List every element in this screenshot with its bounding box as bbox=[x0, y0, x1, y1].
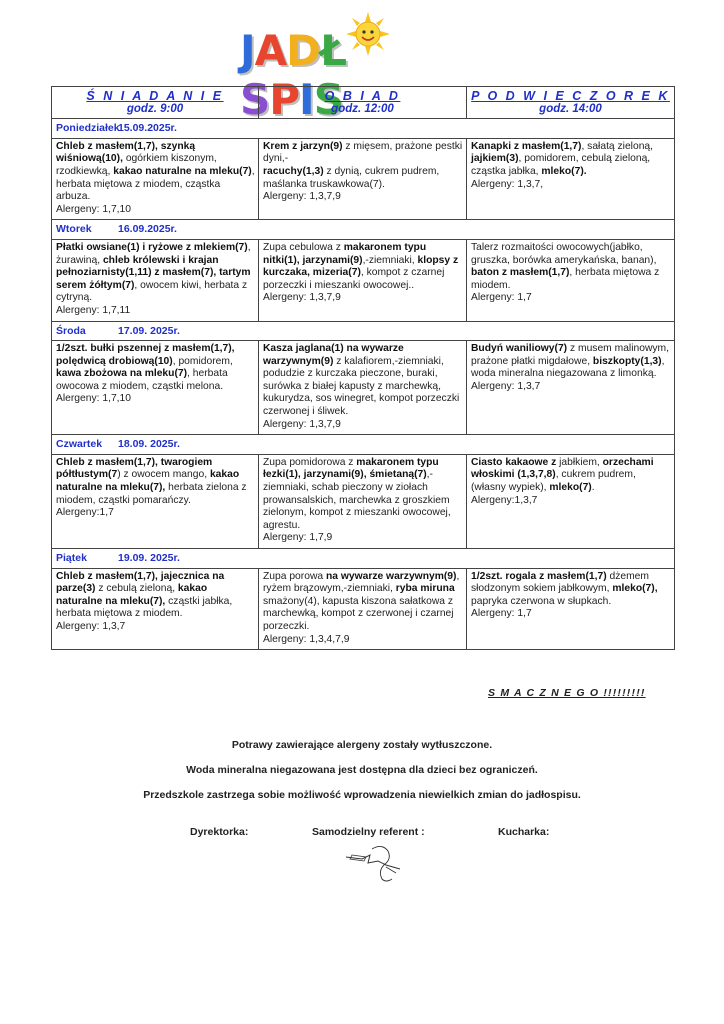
allergen-item-text: racuchy(1,3) bbox=[263, 165, 324, 177]
meal-text: Alergeny: 1,7 bbox=[471, 292, 532, 304]
meal-text: z mięsem, prażone pestki dyni,- bbox=[263, 140, 463, 165]
meal-text: , kompot z czarnej porzeczki i mieszanki owocowej.. bbox=[263, 267, 445, 291]
allergen-item-text: biszkopty(1,3) bbox=[592, 355, 662, 367]
allergen-item-text: Budyń waniliowy(7) bbox=[471, 343, 568, 355]
meal-text: . bbox=[591, 482, 595, 494]
meal-cell-lunch bbox=[259, 138, 467, 220]
meal-cell-lunch bbox=[259, 239, 467, 321]
allergen-item-text: chleb królewski i krajan pełnoziarnisty(1,11) z masłem(7), tartym serem żółtym(7) bbox=[56, 254, 251, 291]
day-label bbox=[52, 435, 675, 455]
meal-cell-lunch bbox=[259, 341, 467, 435]
meal-text: Talerz rozmaitości owocowych(jabłko, gruszka, borówka amerykańska, banan), bbox=[471, 241, 657, 266]
meal-cell-lunch bbox=[259, 454, 467, 548]
meal-text: Alergeny: 1,3,7,9 bbox=[263, 191, 341, 203]
meal-cell-breakfast bbox=[52, 341, 259, 435]
signature-director: Dyrektorka: bbox=[190, 826, 249, 838]
day-name: Wtorek bbox=[56, 223, 92, 236]
meal-cell-snack bbox=[467, 239, 675, 321]
meal-text: herbata zielona z miodem, cząstki pomarańczy. bbox=[56, 482, 247, 506]
meal-text: , pomidorem, bbox=[172, 355, 233, 367]
allergen-item-text: Krem z jarzyn(9) bbox=[263, 140, 343, 152]
meal-cell-snack bbox=[467, 341, 675, 435]
meal-text: Alergeny: 1,3,4,7,9 bbox=[263, 633, 350, 645]
allergen-item-text: jajkiem(3) bbox=[471, 153, 519, 165]
meal-text: , woda mineralna niegazowana z limonką. bbox=[471, 355, 665, 380]
meal-row bbox=[52, 568, 675, 650]
day-header-row bbox=[52, 321, 675, 341]
meal-text: ,-ziemniaki, schab pieczony w ziołach prowansalskich, marchewka z groszkiem zielonym, kompot z mieszanki owocowej, agrestu. bbox=[263, 469, 451, 531]
allergen-item-text: Ciasto kakaowe z bbox=[471, 456, 557, 468]
logo-text: JADŁSPIS bbox=[240, 26, 346, 124]
allergen-item-text: mleko(7) bbox=[549, 482, 592, 494]
day-header-row bbox=[52, 435, 675, 455]
day-label bbox=[52, 321, 675, 341]
meal-cell-breakfast bbox=[52, 239, 259, 321]
day-header-row bbox=[52, 220, 675, 240]
allergen-item-text: kawa zbożowa na mleku(7) bbox=[56, 368, 188, 380]
day-name: Czwartek bbox=[56, 438, 103, 451]
meal-text: dżemem słodzonym sokiem jabłkowym, bbox=[471, 570, 649, 595]
allergen-item-text: 1/2szt. bułki pszennej z masłem(1,7), polędwicą drobiową(10) bbox=[56, 343, 235, 367]
allergen-item-text: makaronem typu nitki(1), jarzynami(9) bbox=[263, 241, 427, 266]
allergen-item-text: Kasza jaglana(1) na wywarze warzywnym(9) bbox=[263, 343, 404, 367]
allergen-note: Potrawy zawierające alergeny zostały wytłuszczone. bbox=[231, 739, 493, 751]
header-row bbox=[52, 87, 675, 119]
meal-text: , herbata owocowa z miodem, cząstki melona. bbox=[56, 368, 228, 392]
meal-text: Alergeny:1,3,7 bbox=[471, 494, 538, 506]
meal-text: Zupa pomidorowa z bbox=[263, 456, 357, 468]
meal-text: , ryżem brązowym,-ziemniaki, bbox=[263, 570, 460, 595]
meal-row bbox=[52, 239, 675, 321]
meal-text: z dynią, cukrem pudrem, maślanka truskawkowa(7). bbox=[263, 165, 440, 190]
allergen-item-text: mleko(7), bbox=[612, 583, 658, 595]
meal-text: , sałatą zieloną, bbox=[581, 140, 654, 152]
meal-text: Alergeny: 1,3,7,9 bbox=[263, 292, 341, 304]
day-label bbox=[52, 549, 675, 569]
meal-text: cząstki jabłka, herbata miętowa z miodem. bbox=[56, 595, 233, 620]
meal-cell-breakfast bbox=[52, 568, 259, 650]
meal-text: Alergeny: 1,3,7 bbox=[471, 380, 541, 392]
meal-row bbox=[52, 341, 675, 435]
meal-text: ) z owocem mango, bbox=[117, 469, 210, 481]
meal-text: Alergeny: 1,7,9 bbox=[263, 532, 333, 544]
header-lunch: O B I A D godz. 12:00 bbox=[259, 87, 467, 119]
meal-cell-breakfast bbox=[52, 454, 259, 548]
allergen-item-text: kakao naturalne na mleku(7), bbox=[56, 583, 208, 607]
meal-text: Alergeny: 1,3,7,9 bbox=[263, 418, 341, 430]
meal-cell-lunch bbox=[259, 568, 467, 650]
meal-text: ,-ziemniaki, bbox=[362, 254, 418, 266]
changes-note: Przedszkole zastrzega sobie możliwość wprowadzenia niewielkich zmian do jadłospisu. bbox=[143, 789, 581, 801]
meal-cell-snack bbox=[467, 454, 675, 548]
meal-text: papryka czerwona w słupkach. bbox=[471, 595, 612, 607]
meal-text: , herbata miętowa z miodem, cząstka arbuza. bbox=[56, 165, 255, 203]
allergen-item-text: klopsy z kurczaka, mizeria(7) bbox=[263, 254, 459, 279]
day-date: 15.09.2025r. bbox=[118, 122, 177, 135]
signature-cook: Kucharka: bbox=[498, 826, 550, 838]
water-note: Woda mineralna niegazowana jest dostępna dla dzieci bez ograniczeń. bbox=[186, 764, 538, 776]
menu-table bbox=[51, 86, 675, 650]
meal-text: Zupa cebulowa z bbox=[263, 241, 344, 253]
meal-text: , owocem kiwi, herbata z cytryną. bbox=[56, 279, 248, 304]
meal-cell-snack bbox=[467, 138, 675, 220]
day-date: 18.09. 2025r. bbox=[118, 438, 180, 451]
meal-text: smażony(4), kapusta kiszona sałatkowa z marchewką, kompot z czerwonej i czarnej porzeczki. bbox=[263, 595, 454, 632]
meal-text: Zupa porowa bbox=[263, 570, 326, 582]
handwritten-signature bbox=[342, 843, 404, 885]
allergen-item-text: Chleb z masłem(1,7), jajecznica na parze(3) bbox=[56, 570, 225, 595]
meal-text: ogórkiem kiszonym, rzodkiewką, bbox=[56, 153, 217, 177]
meal-text: z musem malinowym, prażone płatki migdałowe, bbox=[471, 343, 669, 367]
allergen-item-text: kakao naturalne na mleku(7) bbox=[113, 165, 252, 177]
allergen-item-text: Kanapki z masłem(1,7) bbox=[471, 140, 582, 152]
meal-text: , cukrem pudrem, (własny wypiek), bbox=[471, 469, 636, 494]
meal-text: , pomidorem, cebulą zieloną, cząstka jabłka, bbox=[471, 153, 651, 177]
day-label bbox=[52, 220, 675, 240]
allergen-item-text: makaronem typu łezki(1), jarzynami(9), śmietaną(7) bbox=[263, 456, 439, 481]
meal-text: Alergeny: 1,7,10 bbox=[56, 203, 131, 215]
allergen-item-text: na wywarze warzywnym(9) bbox=[325, 570, 457, 582]
sun-icon bbox=[346, 12, 390, 56]
day-name: Środa bbox=[56, 324, 86, 337]
meal-text: Alergeny: 1,7,10 bbox=[56, 393, 131, 405]
meal-text: z cebulą zieloną, bbox=[95, 583, 178, 595]
allergen-item-text: kakao naturalne na mleku(7), bbox=[56, 469, 240, 494]
meal-text: Alergeny: 1,7,11 bbox=[56, 304, 131, 316]
day-date: 17.09. 2025r. bbox=[118, 324, 180, 337]
meal-cell-breakfast bbox=[52, 138, 259, 220]
smacznego-text: S M A C Z N E G O !!!!!!!!! bbox=[488, 687, 646, 699]
day-header-row bbox=[52, 549, 675, 569]
day-date: 16.09.2025r. bbox=[118, 223, 177, 236]
day-header-row bbox=[52, 119, 675, 139]
meal-text: jabłkiem, bbox=[556, 456, 603, 468]
meal-text: Alergeny:1,7 bbox=[56, 507, 114, 519]
header-breakfast: Ś N I A D A N I E godz. 9:00 bbox=[52, 87, 259, 119]
allergen-item-text: mleko(7). bbox=[541, 165, 587, 177]
allergen-item-text: Chleb z masłem(1,7), szynką wiśniową(10), bbox=[56, 140, 196, 165]
meal-text: , herbata miętowa z miodem. bbox=[471, 267, 660, 291]
day-date: 19.09. 2025r. bbox=[118, 552, 180, 564]
meal-text: Alergeny: 1,3,7 bbox=[56, 620, 126, 632]
meal-cell-snack bbox=[467, 568, 675, 650]
signature-referent: Samodzielny referent : bbox=[312, 826, 425, 838]
meal-text: Alergeny: 1,3,7, bbox=[471, 178, 544, 190]
allergen-item-text: Chleb z masłem(1,7), twarogiem półtłustym(7 bbox=[56, 456, 213, 481]
allergen-item-text: baton z masłem(1,7) bbox=[471, 267, 570, 279]
allergen-item-text: Płatki owsiane(1) i ryżowe z mlekiem(7) bbox=[56, 241, 248, 253]
meal-row bbox=[52, 454, 675, 548]
day-label bbox=[52, 119, 675, 139]
header-snack: P O D W I E C Z O R E K godz. 14:00 bbox=[467, 87, 675, 119]
meal-text: Alergeny: 1,7 bbox=[471, 608, 532, 620]
meal-row bbox=[52, 138, 675, 220]
day-name: Piątek bbox=[56, 552, 87, 564]
allergen-item-text: orzechami włoskimi (1,3,7,8) bbox=[471, 456, 654, 481]
day-name: Poniedziałek bbox=[56, 122, 120, 135]
meal-text: , żurawiną, bbox=[56, 241, 251, 266]
allergen-item-text: ryba miruna bbox=[395, 583, 455, 595]
meal-text: z kalafiorem,-ziemniaki, podudzie z kurczaka pieczone, buraki, surówka z białej kapusty z marchewką, kukurydza, sos winegret, kompot porzeczki czerwonej i śliwek. bbox=[263, 355, 460, 418]
allergen-item-text: 1/2szt. rogala z masłem(1,7) bbox=[471, 570, 607, 582]
